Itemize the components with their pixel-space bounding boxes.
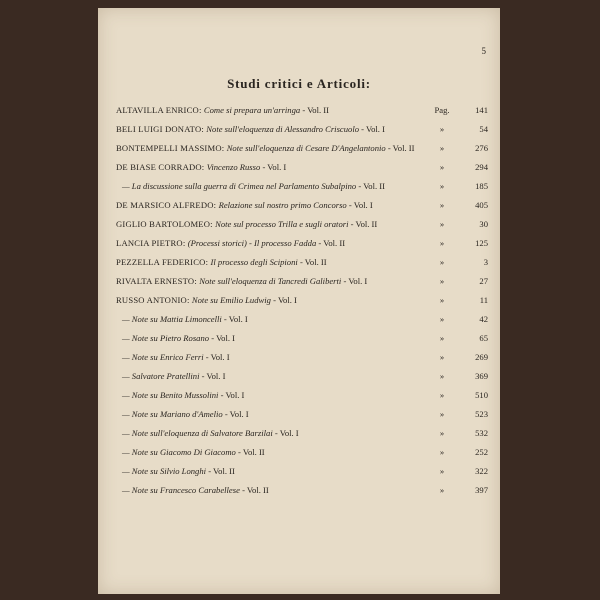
toc-work-title: — La discussione sulla guerra di Crimea nel Parlamento Subalpino [122,181,357,191]
toc-entry [116,389,488,401]
toc-page-number: 322 [475,466,488,476]
toc-page-number: 185 [475,181,488,191]
book-page [98,8,500,594]
toc-page-label: » [439,295,445,305]
toc-page-number: 27 [479,276,488,286]
toc-entry [116,237,488,249]
toc-work-title: — Salvatore Pratellini [122,371,200,381]
toc-page-number: 65 [479,333,488,343]
toc-page-number: 141 [475,105,488,115]
toc-volume: - Vol. I [203,352,230,362]
toc-author: BELI LUIGI DONATO: [116,124,207,134]
toc-page-number: 276 [475,143,488,153]
toc-entry [116,199,488,211]
toc-page-label: » [439,143,445,153]
toc-entry [116,427,488,439]
toc-page-number: 42 [479,314,488,324]
toc-page-label: » [439,390,445,400]
toc-entry [116,142,488,154]
toc-page-label: » [439,181,445,191]
toc-volume: - Vol. II [316,238,346,248]
toc-work-title: Note sull'eloquenza di Tancredi Galiberti [199,276,342,286]
toc-page-number: 252 [475,447,488,457]
toc-page-label: » [439,352,445,362]
toc-author: RIVALTA ERNESTO: [116,276,200,286]
toc-page-label: » [439,409,445,419]
toc-page-label: » [439,257,445,267]
toc-entry [116,256,488,268]
toc-page-label: Pag. [434,105,450,115]
toc-work-title: — Note su Enrico Ferri [122,352,204,362]
toc-entry [116,370,488,382]
toc-work-title: Come si prepara un'arringa [203,105,301,115]
toc-page-number: 405 [475,200,488,210]
toc-work-title: — Note su Pietro Rosano [122,333,210,343]
page-number: 5 [481,46,486,56]
toc-page-label: » [439,371,445,381]
toc-work-title: — Note su Giacomo Di Giacomo [122,447,236,457]
toc-entry [116,465,488,477]
toc-page-label: » [439,124,445,134]
toc-volume: - Vol. I [346,200,373,210]
toc-entry [116,332,488,344]
toc-page-number: 532 [475,428,488,438]
toc-page-number: 510 [475,390,488,400]
toc-entry [116,104,488,116]
toc-volume: - Vol. I [222,409,249,419]
toc-author: DE MARSICO ALFREDO: [116,200,219,210]
toc-volume: - Vol. I [209,333,236,343]
toc-volume: - Vol. I [359,124,385,134]
toc-volume: - Vol. II [297,257,327,267]
toc-work-title: Note su Emilio Ludwig [191,295,271,305]
toc-entry [116,408,488,420]
toc-page-label: » [439,485,445,495]
toc-author: BONTEMPELLI MASSIMO: [116,143,227,153]
toc-author: PEZZELLA FEDERICO: [116,257,211,267]
toc-page-number: 523 [475,409,488,419]
toc-volume: - Vol. II [235,447,265,457]
toc-page-label: » [439,428,445,438]
toc-work-title: Relazione sul nostro primo Concorso [218,200,347,210]
toc-work-title: (Processi storici) - Il processo Fadda [187,238,317,248]
toc-work-title: Il processo degli Scipioni [210,257,298,267]
toc-entry [116,275,488,287]
toc-page-label: » [439,200,445,210]
toc-page-label: » [439,447,445,457]
toc-work-title: — Note su Benito Mussolini [122,390,219,400]
toc-page-number: 397 [475,485,488,495]
toc-page-label: » [439,466,445,476]
toc-work-title: Vincenzo Russo [206,162,261,172]
toc-page-number: 3 [483,257,488,267]
toc-author: LANCIA PIETRO: [116,238,188,248]
toc-volume: - Vol. II [300,105,330,115]
toc-page-number: 54 [479,124,488,134]
table-of-contents [116,104,488,503]
toc-work-title: Note sull'eloquenza di Cesare D'Angelantonio [226,143,386,153]
toc-entry [116,123,488,135]
toc-volume: - Vol. I [341,276,368,286]
page-title: Studi critici e Articoli: [227,76,371,91]
toc-volume: - Vol. II [385,143,415,153]
toc-page-label: » [439,333,445,343]
toc-page-number: 294 [475,162,488,172]
toc-page-number: 369 [475,371,488,381]
toc-volume: - Vol. I [221,314,248,324]
toc-volume: - Vol. I [272,428,299,438]
toc-page-label: » [439,276,445,286]
toc-volume: - Vol. I [260,162,287,172]
toc-entry [116,484,488,496]
toc-page-label: » [439,162,445,172]
toc-author: ALTAVILLA ENRICO: [116,105,204,115]
toc-page-number: 30 [479,219,488,229]
toc-page-label: » [439,314,445,324]
toc-volume: - Vol. II [348,219,378,229]
toc-volume: - Vol. II [239,485,269,495]
toc-page-number: 125 [475,238,488,248]
toc-author: RUSSO ANTONIO: [116,295,192,305]
toc-work-title: — Note su Mariano d'Amelio [122,409,223,419]
toc-entry [116,218,488,230]
toc-work-title: — Note su Silvio Longhi [122,466,207,476]
toc-entry [116,446,488,458]
toc-volume: - Vol. I [199,371,226,381]
toc-work-title: — Note sull'eloquenza di Salvatore Barzilai [122,428,273,438]
toc-page-label: » [439,219,445,229]
toc-work-title: Note sull'eloquenza di Alessandro Criscuolo [206,124,360,134]
toc-volume: - Vol. II [356,181,385,191]
toc-volume: - Vol. I [218,390,245,400]
toc-entry [116,161,488,173]
toc-author: DE BIASE CORRADO: [116,162,207,172]
toc-work-title: Note sul processo Trilla e sugli oratori [215,219,349,229]
toc-volume: - Vol. II [206,466,235,476]
toc-entry [116,294,488,306]
toc-volume: - Vol. I [270,295,297,305]
toc-page-label: » [439,238,445,248]
toc-work-title: — Note su Mattia Limoncelli [122,314,222,324]
toc-author: GIGLIO BARTOLOMEO: [116,219,216,229]
toc-page-number: 11 [479,295,488,305]
toc-entry [116,313,488,325]
toc-work-title: — Note su Francesco Carabellese [122,485,240,495]
toc-entry [116,351,488,363]
toc-entry [116,180,488,192]
toc-page-number: 269 [475,352,488,362]
